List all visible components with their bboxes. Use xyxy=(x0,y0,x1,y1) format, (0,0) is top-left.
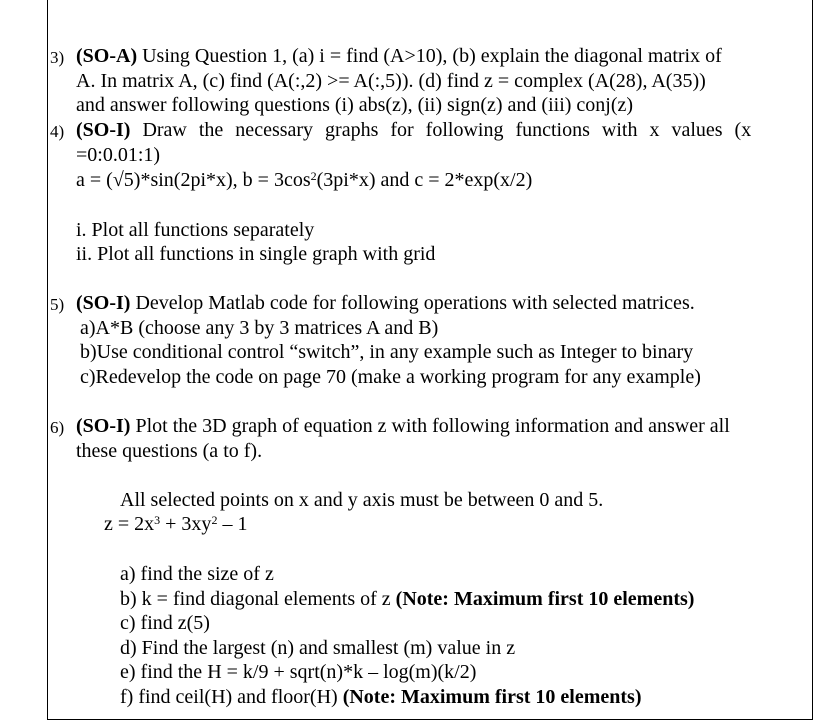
question-6-tag: (SO-I) xyxy=(76,415,131,437)
question-6-note: All selected points on x and y axis must be between 0 and 5. xyxy=(120,489,604,511)
question-6 xyxy=(50,414,795,463)
question-5-line1: Develop Matlab code for following operations with selected matrices. xyxy=(135,292,695,314)
question-5 xyxy=(50,291,795,316)
question-6-item-c: c) find z(5) xyxy=(120,612,210,634)
question-3 xyxy=(50,44,795,118)
question-4-line1: Draw the necessary graphs for following functions with x values (x xyxy=(142,119,752,141)
question-6-item-f-note: (Note: Maximum first 10 elements) xyxy=(342,686,642,708)
question-6-item-a: a) find the size of z xyxy=(120,563,274,585)
question-4-item-i: i. Plot all functions separately xyxy=(76,219,315,241)
question-5-number: 5) xyxy=(50,295,65,314)
question-3-line2: A. In matrix A, (c) find (A(:,2) >= A(:,5)). (d) find z = complex (A(28), A(35)) xyxy=(76,69,706,92)
question-5-item-b: b)Use conditional control “switch”, in any example such as Integer to binary xyxy=(80,341,694,363)
question-6-number: 6) xyxy=(50,418,65,437)
question-6-equation: $z = 2x^3 + 3xy^2 - 1$ xyxy=(104,513,248,535)
question-6-item-b-note: (Note: Maximum first 10 elements) xyxy=(395,588,695,610)
question-4-item-ii: ii. Plot all functions in single graph with grid xyxy=(76,243,436,265)
question-4-tag: (SO-I) xyxy=(76,119,131,141)
question-4 xyxy=(50,118,795,167)
question-5-item-a: a)A*B (choose any 3 by 3 matrices A and B) xyxy=(80,317,439,339)
question-5-item-c: c)Redevelop the code on page 70 (make a working program for any example) xyxy=(80,366,701,388)
question-6-line1: Plot the 3D graph of equation z with following information and answer all xyxy=(135,415,730,437)
question-6-item-d: d) Find the largest (n) and smallest (m) value in z xyxy=(120,637,516,659)
question-4-equation: a = (√5)*sin(2pi*x), $b = 3\cos^2(3pi*x)$ and c = 2*exp(x/2) xyxy=(76,169,533,191)
question-6-item-e: e) find the H = k/9 + sqrt(n)*k – log(m)(k/2) xyxy=(120,661,477,683)
question-6-item-b: b) k = find diagonal elements of z (Note: Maximum first 10 elements) xyxy=(120,588,695,610)
question-5-tag: (SO-I) xyxy=(76,292,131,314)
question-4-line2: =0:0.01:1) xyxy=(76,143,161,166)
question-6-item-f: f) find ceil(H) and floor(H) (Note: Maximum first 10 elements) xyxy=(120,686,642,708)
question-3-line3: and answer following questions (i) abs(z), (ii) sign(z) and (iii) conj(z) xyxy=(76,94,634,116)
question-3-number: 3) xyxy=(50,48,65,67)
question-4-number: 4) xyxy=(50,122,65,141)
question-6-line2: these questions (a to f). xyxy=(76,439,263,462)
question-3-line1: Using Question 1, (a) i = find (A>10), (b) explain the diagonal matrix of xyxy=(142,45,722,67)
question-3-tag: (SO-A) xyxy=(76,45,138,67)
